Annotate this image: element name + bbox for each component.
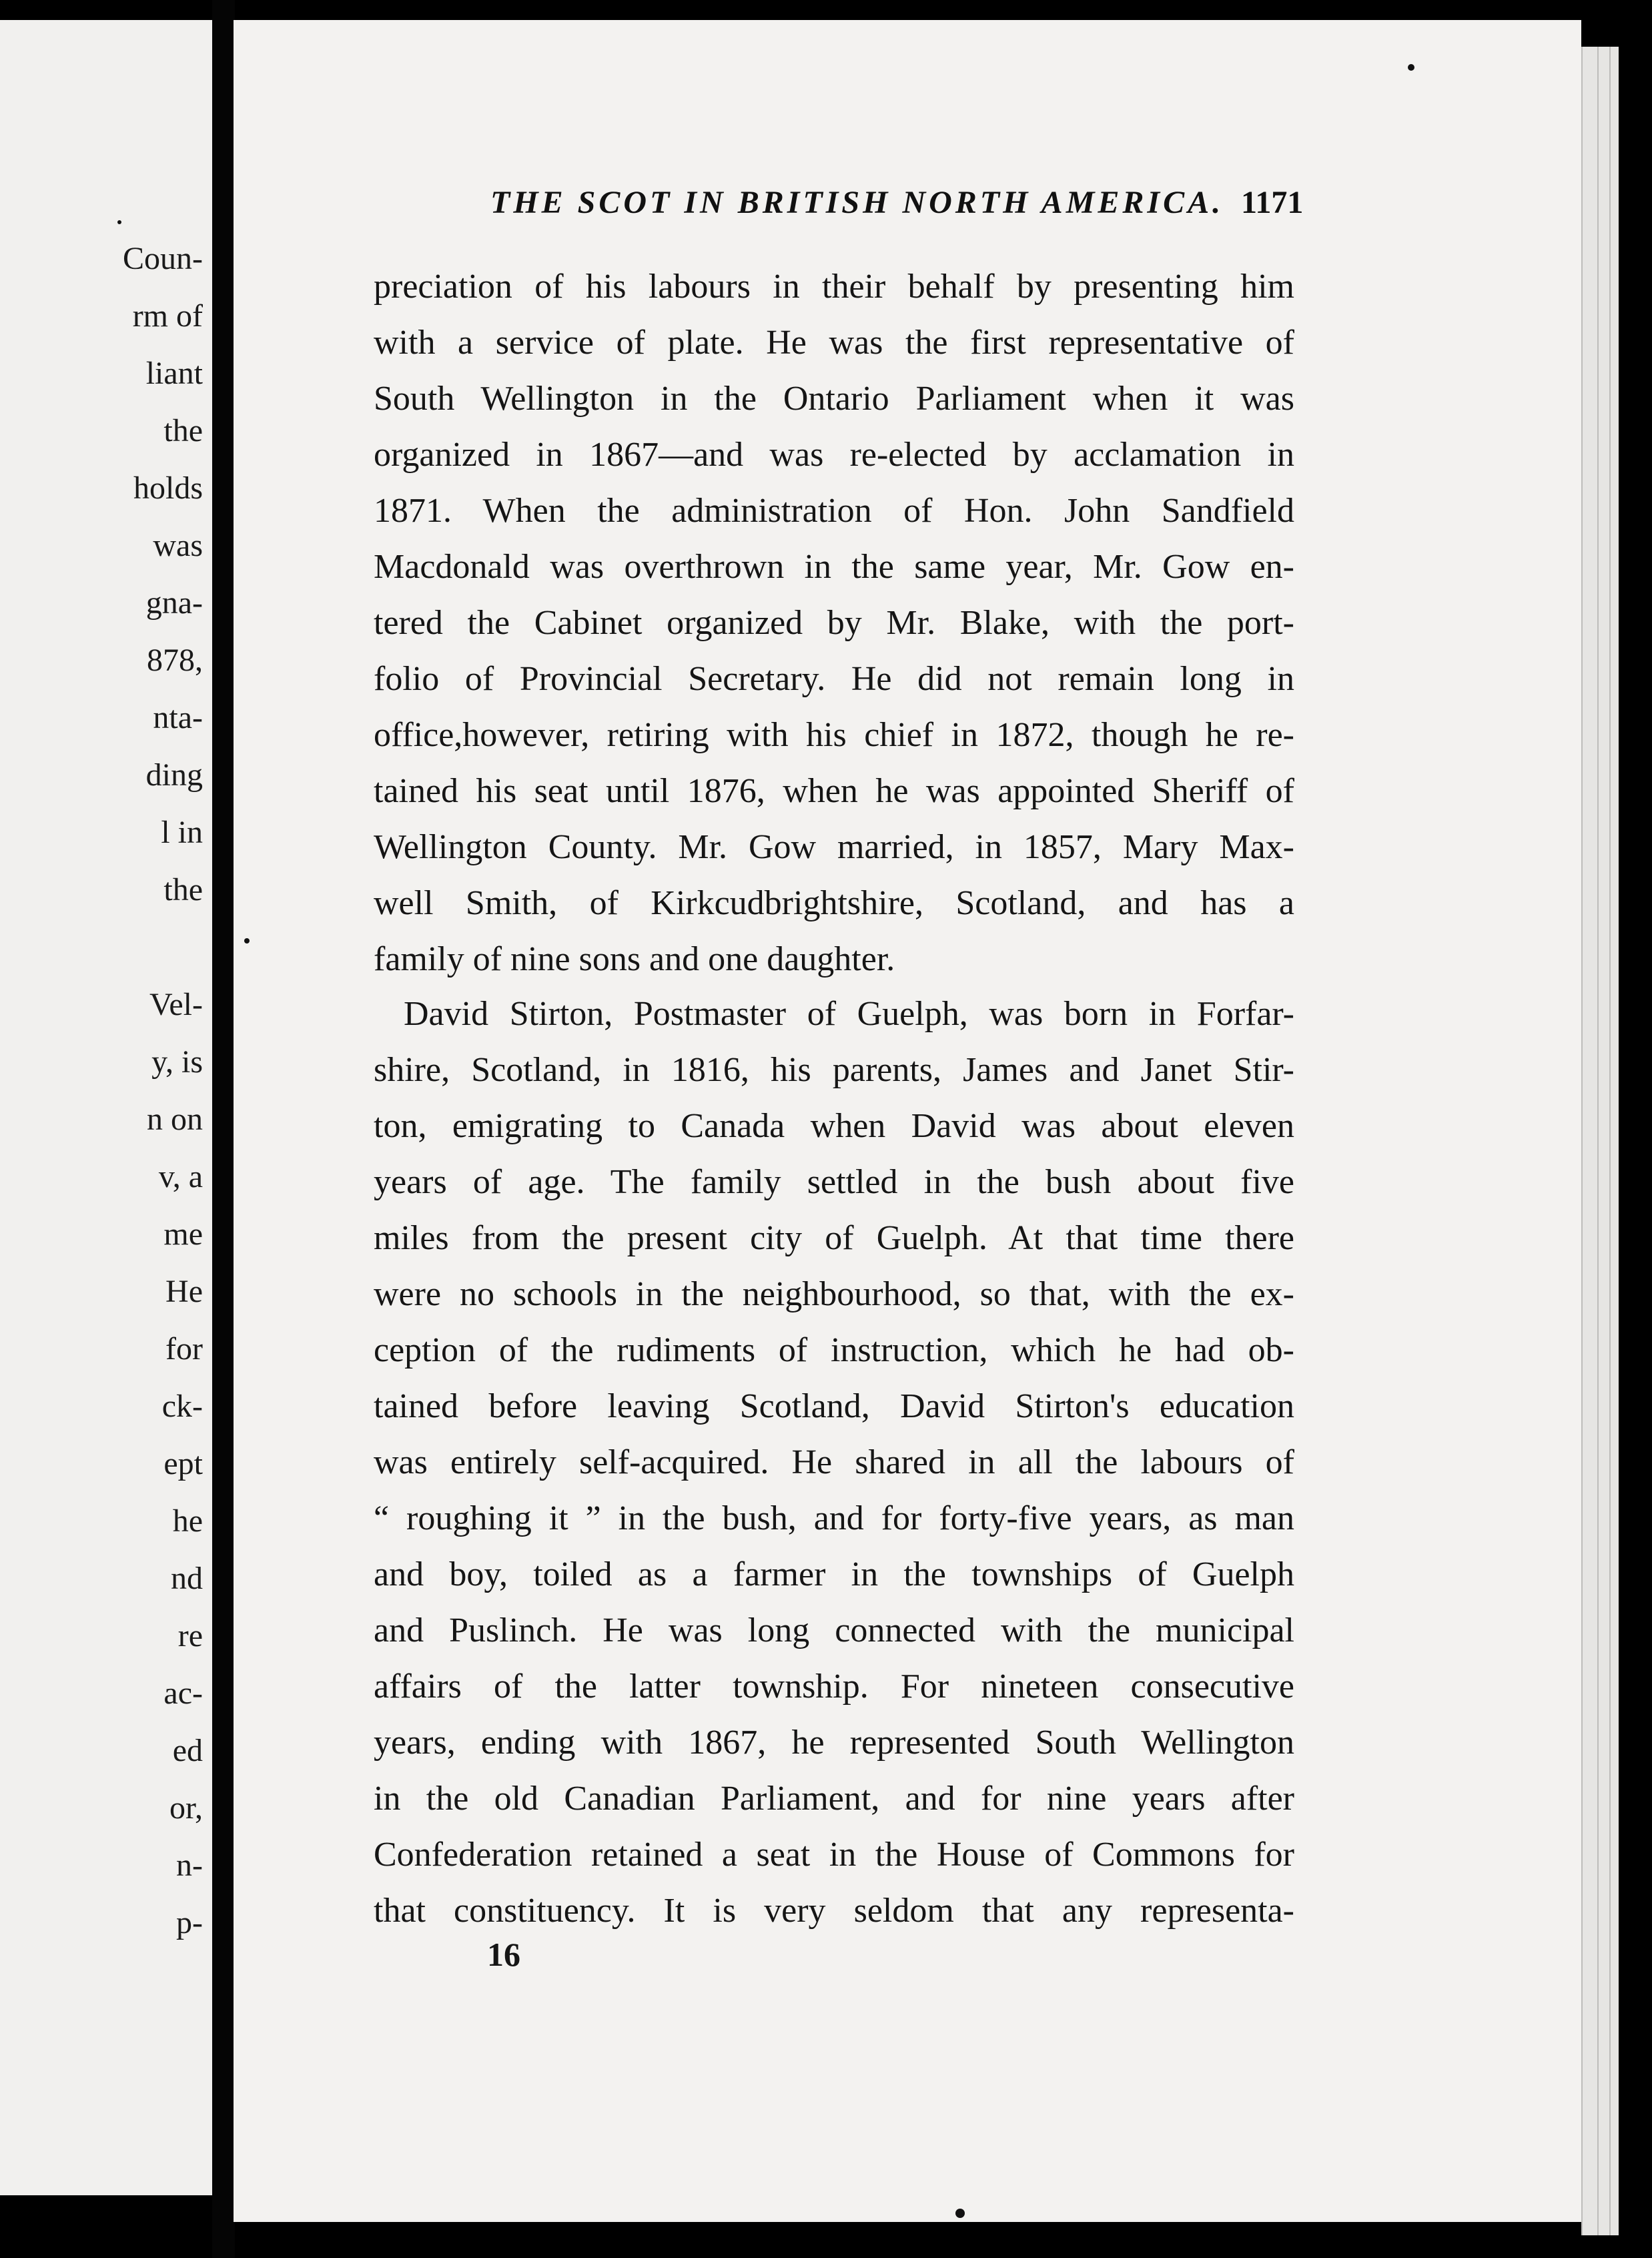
scan-speck <box>1408 64 1414 71</box>
left-line: Vel- <box>149 987 203 1022</box>
text-line: David Stirton, Postmaster of Guelph, was born in Forfar- <box>404 995 1294 1033</box>
left-line: or, <box>169 1790 203 1826</box>
left-line: ck- <box>161 1389 203 1424</box>
left-line: He <box>165 1274 203 1309</box>
left-line: holds <box>133 470 203 506</box>
text-line: in the old Canadian Parliament, and for nine years after <box>374 1780 1294 1818</box>
text-line: Wellington County. Mr. Gow married, in 1857, Mary Max- <box>374 828 1294 866</box>
left-line: n- <box>176 1848 203 1883</box>
text-line: well Smith, of Kirkcudbrightshire, Scotland, and has a <box>374 884 1294 922</box>
text-line: ton, emigrating to Canada when David was about eleven <box>374 1107 1294 1145</box>
page-edge <box>1609 47 1619 2235</box>
text-line: “ roughing it ” in the bush, and for forty-five years, as man <box>374 1499 1294 1537</box>
text-line: ception of the rudiments of instruction, which he had ob- <box>374 1331 1294 1369</box>
text-line: Confederation retained a seat in the House of Commons for <box>374 1836 1294 1874</box>
left-line: Coun- <box>123 241 203 276</box>
left-line: rm of <box>132 298 203 334</box>
text-line: were no schools in the neighbourhood, so that, with the ex- <box>374 1275 1294 1313</box>
left-line: ept <box>163 1446 203 1481</box>
left-line: gna- <box>145 585 203 621</box>
text-line: preciation of his labours in their behalf by presenting him <box>374 268 1294 306</box>
left-line: nta- <box>153 700 203 735</box>
scan-speck <box>955 2209 965 2218</box>
page-number: 1171 <box>1241 185 1304 220</box>
left-line: liant <box>145 356 203 391</box>
text-line: Macdonald was overthrown in the same year, Mr. Gow en- <box>374 548 1294 586</box>
left-line: the <box>163 413 203 448</box>
left-line: l in <box>161 815 203 850</box>
text-line: and Puslinch. He was long connected with the municipal <box>374 1611 1294 1649</box>
book-gutter <box>212 0 235 2258</box>
text-line: folio of Provincial Secretary. He did not remain long in <box>374 660 1294 698</box>
left-page-fragment <box>0 20 212 2195</box>
left-line: the <box>163 872 203 907</box>
page-edge <box>1581 47 1597 2235</box>
text-line: family of nine sons and one daughter. <box>374 940 895 978</box>
text-line: tained before leaving Scotland, David Stirton's education <box>374 1387 1294 1425</box>
text-line: years of age. The family settled in the bush about five <box>374 1163 1294 1201</box>
page-edge <box>1597 47 1609 2235</box>
left-line: v, a <box>158 1159 203 1194</box>
left-line: 878, <box>147 643 203 678</box>
text-line: tered the Cabinet organized by Mr. Blake, with the port- <box>374 604 1294 642</box>
left-line: n on <box>147 1102 203 1137</box>
text-line: organized in 1867—and was re-elected by acclamation in <box>374 436 1294 474</box>
text-line: office,however, retiring with his chief in 1872, though he re- <box>374 716 1294 754</box>
text-line: affairs of the latter township. For nineteen consecutive <box>374 1667 1294 1706</box>
text-line: South Wellington in the Ontario Parliament when it was <box>374 380 1294 418</box>
left-line: re <box>177 1618 203 1653</box>
text-line: 1871. When the administration of Hon. John Sandfield <box>374 492 1294 530</box>
left-line: ac- <box>163 1675 203 1711</box>
left-line: nd <box>171 1561 203 1596</box>
left-line: he <box>172 1503 203 1539</box>
text-line: shire, Scotland, in 1816, his parents, James and Janet Stir- <box>374 1051 1294 1089</box>
text-line: and boy, toiled as a farmer in the townships of Guelph <box>374 1555 1294 1593</box>
text-line: years, ending with 1867, he represented South Wellington <box>374 1724 1294 1762</box>
left-line: y, is <box>151 1044 203 1080</box>
left-line: ding <box>145 757 203 793</box>
left-line: p- <box>176 1905 203 1940</box>
left-line: ed <box>172 1733 203 1768</box>
text-line: with a service of plate. He was the first representative of <box>374 324 1294 362</box>
text-line: that constituency. It is very seldom that any representa- <box>374 1892 1294 1930</box>
signature-mark: 16 <box>487 1936 520 1973</box>
left-line: for <box>165 1331 203 1367</box>
left-line: me <box>163 1216 203 1252</box>
scan-speck <box>244 938 250 944</box>
running-head: THE SCOT IN BRITISH NORTH AMERICA. <box>490 185 1224 220</box>
text-line: was entirely self-acquired. He shared in all the labours of <box>374 1443 1294 1481</box>
scan-speck <box>117 220 121 224</box>
text-line: miles from the present city of Guelph. At that time there <box>374 1219 1294 1257</box>
text-line: tained his seat until 1876, when he was appointed Sheriff of <box>374 772 1294 810</box>
left-line: was <box>153 528 203 563</box>
